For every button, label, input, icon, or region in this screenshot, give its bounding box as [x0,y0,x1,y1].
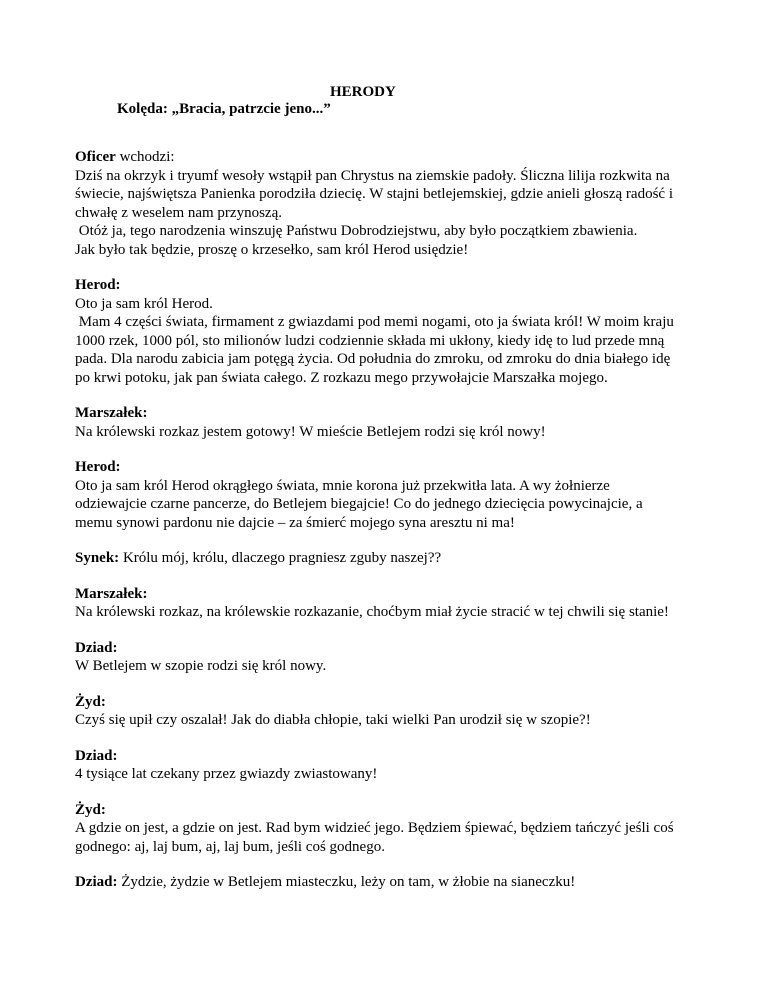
speaker-line [75,873,705,892]
dialogue-line: 1000 rzek, 1000 pól, sto milionów ludzi codziennie składa mi ukłony, kiedy idę to lud przede mną [75,332,665,349]
dialogue-line: godnego: aj, laj bum, aj, laj bum, jeśli coś godnego. [75,838,385,855]
dialogue-block [75,549,705,568]
speaker-name: Żyd: [75,693,106,710]
dialogue-block [75,639,705,676]
speaker-name: Herod: [75,459,121,475]
speaker-name: Synek: [75,550,120,566]
speaker-name: Oficer [75,149,116,165]
dialogue-line: Na królewski rozkaz, na królewskie rozkazanie, choćbym miał życie stracić w tej chwili się stanie! [75,604,669,620]
dialogue-line: świecie, najświętsza Panienka porodziła dziecię. W stajni betlejemskiej, gdzie anieli głoszą radość i [75,186,673,202]
speaker-inline-text: Królu mój, królu, dlaczego pragniesz zguby naszej?? [119,550,442,566]
speaker-name: Marszałek: [75,585,148,602]
speaker-line [75,148,705,167]
speaker-inline-text: Żydzie, żydzie w Betlejem miasteczku, leży on tam, w żłobie na sianeczku! [117,874,576,890]
speaker-line [75,639,705,658]
dialogue-line: memu synowi pardonu nie dajcie – za śmierć mojego syna aresztu ni ma! [75,514,515,531]
dialogue-line: pada. Dla narodu zabicia jam potęgą życia. Od południa do zmroku, od zmroku do dnia białego idę [75,351,671,367]
speaker-line [75,693,705,712]
dialogue-line: Otóż ja, tego narodzenia winszuję Państwu Dobrodziejstwu, aby było początkiem zbawienia. [75,223,638,239]
speaker-name: Dziad: [75,874,118,890]
dialogue-line: chwałę z weselem nam przynoszą. [75,204,282,221]
dialogue-line: Na królewski rozkaz jestem gotowy! W mieście Betlejem rodzi się król nowy! [75,423,546,440]
speaker-name: Herod: [75,277,121,293]
dialogue-line: Oto ja sam król Herod. [75,295,213,312]
document-title: HERODY [330,84,396,100]
dialogue-line: Oto ja sam król Herod okrągłego świata, mnie korona już przekwitła lata. A wy żołnierze [75,477,610,494]
dialogue-line: A gdzie on jest, a gdzie on jest. Rad bym widzieć jego. Będziem śpiewać, będziem tańczyć jeśli coś [75,820,674,836]
document-subtitle: Kolęda: „Bracia, patrzcie jeno...” [117,101,331,117]
dialogue-block [75,873,705,892]
dialogue-blocks [75,148,705,909]
speaker-line [75,585,705,604]
speaker-name: Żyd: [75,801,106,818]
dialogue-line: Mam 4 części świata, firmament z gwiazdami pod memi nogami, oto ja świata król! W moim kraju [75,314,674,330]
dialogue-line: 4 tysiące lat czekany przez gwiazdy zwiastowany! [75,766,378,782]
dialogue-block [75,801,705,857]
speaker-line [75,458,705,477]
dialogue-line: W Betlejem w szopie rodzi się król nowy. [75,658,327,674]
speaker-line [75,276,705,295]
speaker-name: Dziad: [75,639,118,656]
dialogue-line: odziewajcie czarne pancerze, do Betlejem biegajcie! Co do jednego dziecięcia powycinajcie, a [75,496,643,512]
dialogue-block [75,276,705,387]
speaker-line [75,801,705,820]
speaker-name: Dziad: [75,747,118,764]
dialogue-line: Czyś się upił czy oszalał! Jak do diabła chłopie, taki wielki Pan urodził się w szopie?! [75,712,591,728]
speaker-name: Marszałek: [75,405,148,421]
dialogue-block [75,693,705,730]
dialogue-line: po krwi potoku, jak pan świata całego. Z rozkazu mego przywołajcie Marszałka mojego. [75,369,608,386]
dialogue-line: Jak było tak będzie, proszę o krzesełko, sam król Herod usiędzie! [75,241,469,258]
dialogue-block [75,404,705,441]
dialogue-block [75,458,705,532]
speaker-line [75,747,705,766]
speaker-line [75,549,705,568]
dialogue-block [75,585,705,622]
dialogue-line: Dziś na okrzyk i tryumf wesoły wstąpił pan Chrystus na ziemskie padoły. Śliczna lilija rozkwita na [75,167,670,184]
speaker-line [75,404,705,423]
speaker-inline-text: wchodzi: [115,149,175,165]
dialogue-block [75,747,705,784]
dialogue-block [75,148,705,259]
